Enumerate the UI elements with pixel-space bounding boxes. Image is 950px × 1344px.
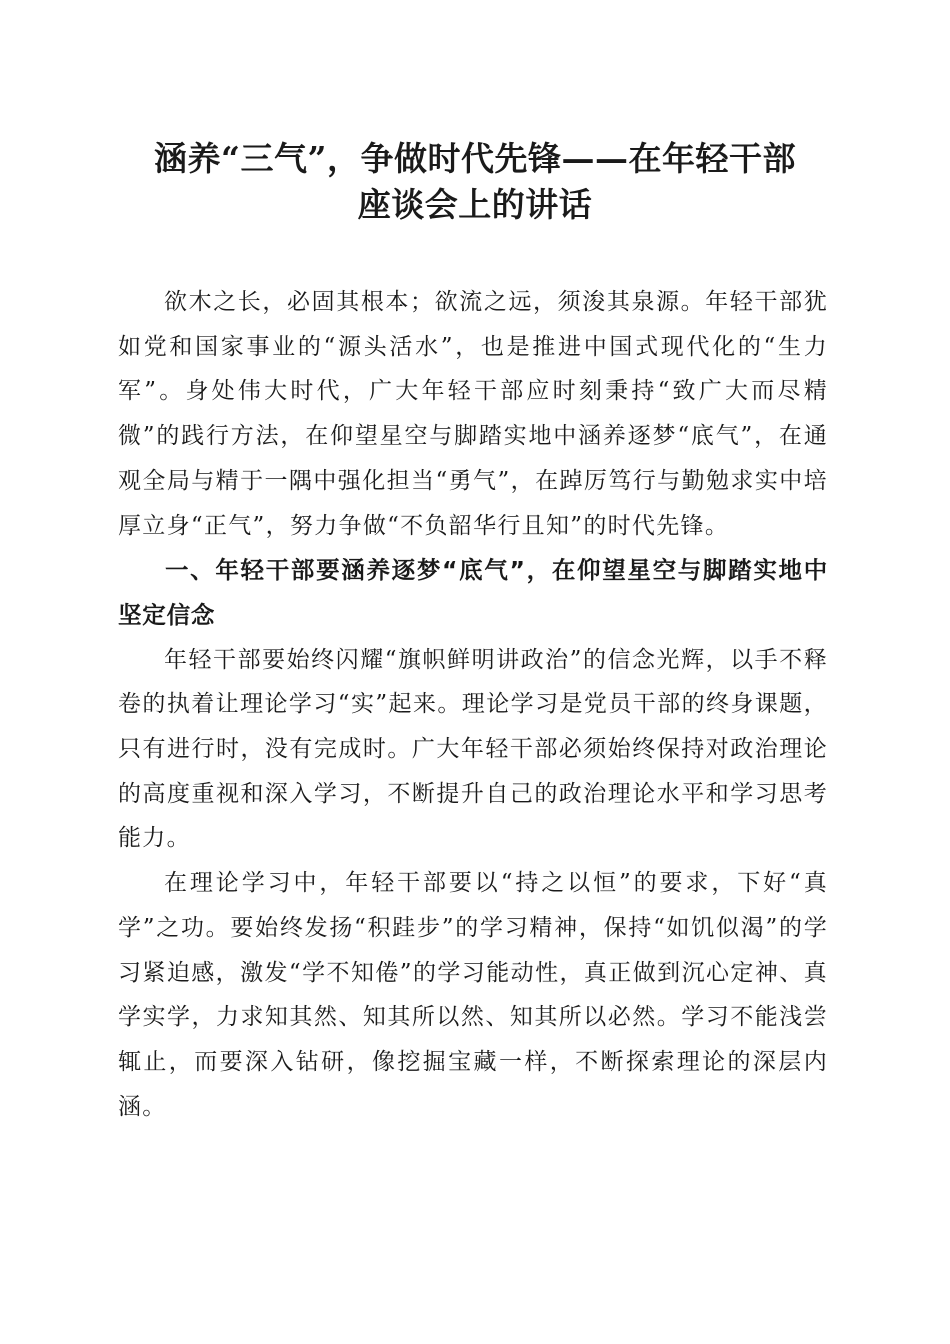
page-title (100, 136, 850, 228)
section-heading-1: 一、年轻干部要涵养逐梦“底气”，在仰望星空与脚踏实地中坚定信念 (118, 556, 828, 629)
document-body (118, 280, 828, 1129)
intro-paragraph: 欲木之长，必固其根本；欲流之远，须浚其泉源。年轻干部犹如党和国家事业的“源头活水”，也是推进中国式现代化的“生力军”。身处伟大时代，广大年轻干部应时刻秉持“致广大而尽精微”的践行方法，在仰望星空与脚踏实地中涵养逐梦“底气”，在通观全局与精于一隅中强化担当“勇气”，在踔厉笃行与勤勉求实中培厚立身“正气”，努力争做“不负韶华行且知”的时代先锋。 (118, 289, 828, 539)
title-line-1: 涵养“三气”，争做时代先锋——在年轻干部 (154, 139, 796, 178)
body-paragraph-2: 在理论学习中，年轻干部要以“持之以恒”的要求，下好“真学”之功。要始终发扬“积跬步”的学习精神，保持“如饥似渴”的学习紧迫感，激发“学不知倦”的学习能动性，真正做到沉心定神、真学实学，力求知其然、知其所以然、知其所以必然。学习不能浅尝辄止，而要深入钻研，像挖掘宝藏一样，不断探索理论的深层内涵。 (118, 870, 828, 1120)
body-paragraph-1: 年轻干部要始终闪耀“旗帜鲜明讲政治”的信念光辉，以手不释卷的执着让理论学习“实”起来。理论学习是党员干部的终身课题，只有进行时，没有完成时。广大年轻干部必须始终保持对政治理论的高度重视和深入学习，不断提升自己的政治理论水平和学习思考能力。 (118, 646, 828, 852)
title-line-2: 座谈会上的讲话 (357, 185, 593, 224)
